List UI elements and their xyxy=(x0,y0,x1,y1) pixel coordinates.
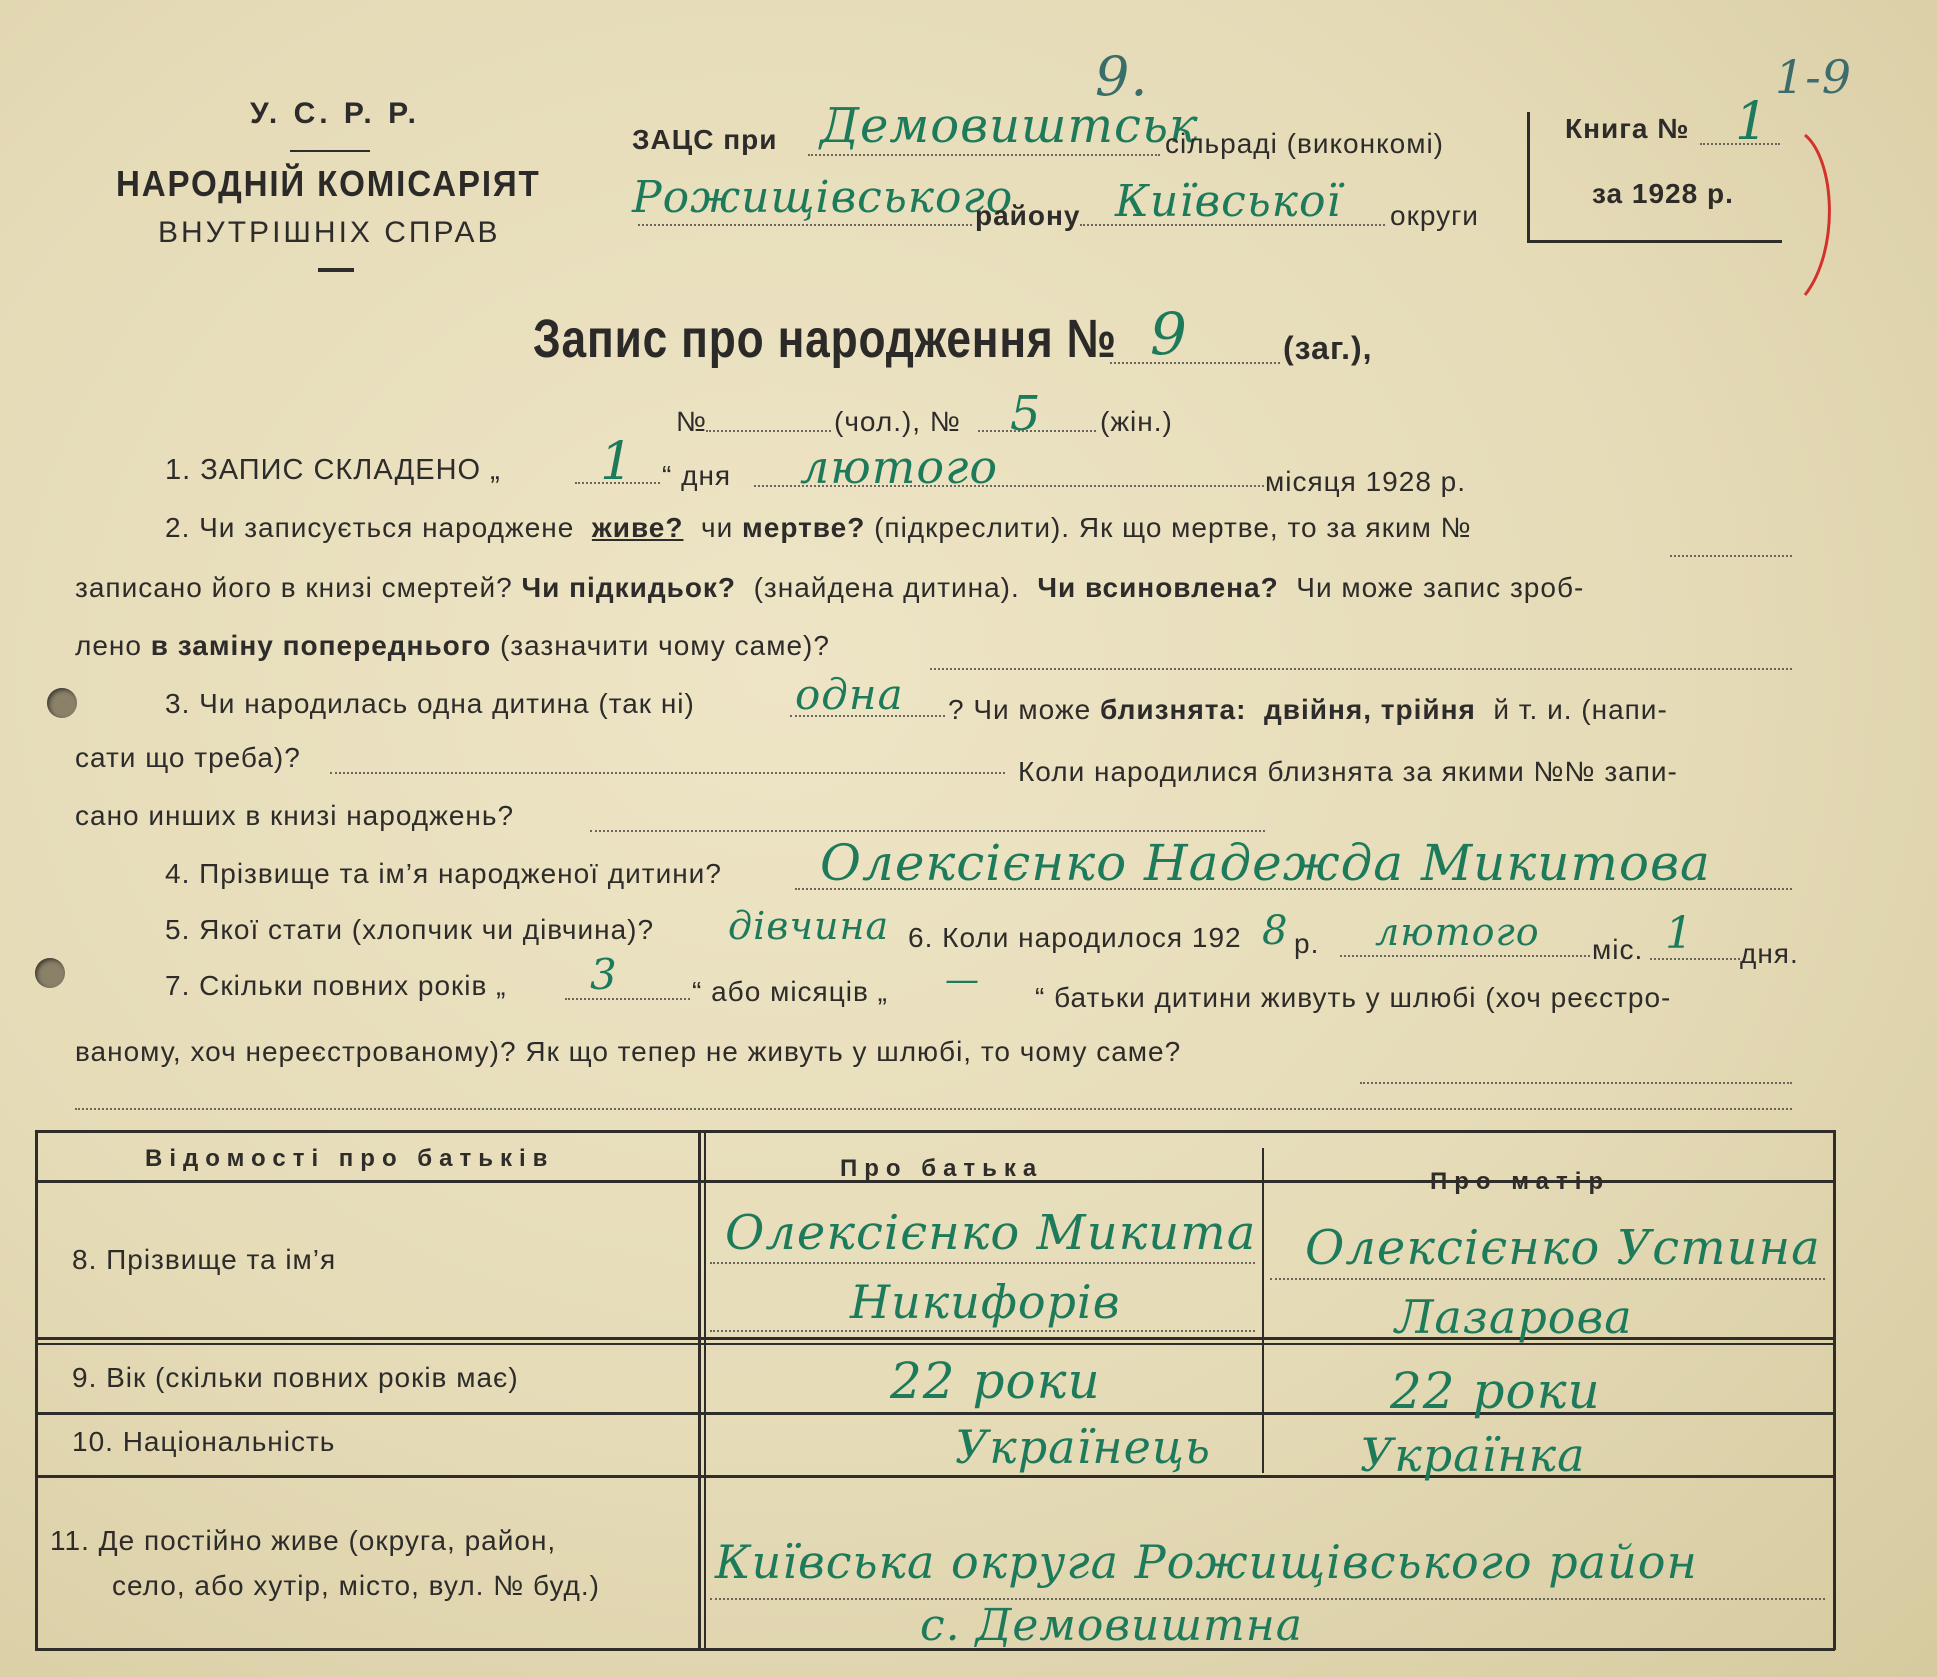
punch-hole xyxy=(35,958,65,988)
q1-day: 1 xyxy=(600,432,635,492)
dead-option: мертве? xyxy=(742,512,866,543)
q2-line2: записано його в книзі смертей? Чи підкидьок? (знайдена дитина). Чи всиновлена? Чи може запис зроб- xyxy=(75,572,1585,603)
top-number: 9. xyxy=(1095,45,1149,108)
q5-label: 5. Якої стати (хлопчик чи дівчина)? xyxy=(165,914,655,945)
divider xyxy=(318,268,354,272)
q3-answer: одна xyxy=(795,670,904,719)
record-number: 9 xyxy=(1150,300,1188,368)
zacs-label: ЗАЦС при xyxy=(632,124,778,155)
col-header-mother: Про матір xyxy=(1430,1168,1611,1195)
district-value: Рожищівського xyxy=(632,172,1014,223)
mother-nationality: Українка xyxy=(1360,1428,1586,1482)
q1-month: лютого xyxy=(800,440,999,494)
alive-option: живе? xyxy=(591,512,684,543)
birth-day: 1 xyxy=(1665,908,1694,959)
commissariat-subtitle: ВНУТРІШНІХ СПРАВ xyxy=(158,216,501,249)
q2-line1: 2. Чи записується народжене живе? чи мертве? (підкреслити). Як що мертве, то за яким № xyxy=(165,512,1472,543)
divider xyxy=(290,150,370,152)
marriage-years: 3 xyxy=(590,950,618,999)
residence-village: с. Демовиштна xyxy=(920,1600,1303,1651)
book-box xyxy=(1527,240,1782,243)
row-label-nationality: 10. Національність xyxy=(72,1426,336,1457)
republic-label: У. С. Р. Р. xyxy=(250,97,420,130)
council-label: сільраді (виконкомі) xyxy=(1165,128,1444,159)
col-header-info: Відомості про батьків xyxy=(145,1145,555,1172)
q4-label: 4. Прізвище та ім’я народженої дитини? xyxy=(165,858,722,889)
margin-note: 1-9 xyxy=(1775,50,1853,104)
female-number: 5 xyxy=(1010,386,1042,442)
row-label-residence-2: село, або хутір, місто, вул. № буд.) xyxy=(112,1570,600,1601)
punch-hole xyxy=(47,688,77,718)
birth-month: лютого xyxy=(1375,910,1540,954)
father-age: 22 роки xyxy=(890,1352,1101,1410)
child-sex: дівчина xyxy=(728,904,890,948)
father-patronymic: Никифорів xyxy=(850,1275,1121,1329)
village-council-value: Демовиштськ xyxy=(820,98,1199,154)
q1-label: 1. ЗАПИС СКЛАДЕНО „ xyxy=(165,454,501,486)
book-number: 1 xyxy=(1735,92,1770,152)
mother-patronymic: Лазарова xyxy=(1395,1290,1633,1344)
okruha-value: Київської xyxy=(1115,176,1342,227)
okruha-label: округи xyxy=(1390,200,1479,231)
child-name: Олексієнко Надежда Микитова xyxy=(820,834,1711,892)
red-pencil-mark xyxy=(1795,100,1845,300)
father-surname: Олексієнко Микита xyxy=(725,1205,1257,1261)
father-nationality: Українець xyxy=(955,1420,1211,1474)
book-year: за 1928 р. xyxy=(1592,178,1734,209)
mother-age: 22 роки xyxy=(1390,1362,1601,1420)
book-label: Книга № xyxy=(1565,113,1690,144)
row-label-residence: 11. Де постійно живе (округа, район, xyxy=(50,1525,557,1556)
residence: Київська округа Рожищівського район xyxy=(715,1535,1698,1589)
commissariat-title: НАРОДНІЙ КОМІСАРІЯТ xyxy=(116,163,541,204)
document-page: У. С. Р. Р. НАРОДНІЙ КОМІСАРІЯТ ВНУТРІШНІХ СПРАВ 9. ЗАЦС при Демовиштськ сільраді (виконкомі) Рожищівського району Київської округи Книга № 1 за 1928 р. 1-9 Запис про народження № 9 (заг.), № (чол.), № 5 (жін.) 1. ЗАПИС СКЛАДЕНО „ 1 “ дня лютого місяця 1928 р. 2. Чи записується народжене живе? чи мертве? (підкреслити). Як що мертве, то за яким № записано його в книзі смертей? Чи підкидьок? (знайдена дитина). Чи всиновлена? Чи може запис зроб- лено в заміну попереднього (зазначити чому саме)? 3. Чи народилась одна дитина (так ні) одна ? Чи може близнята: двійня, трійня й т. и. (напи- сати що треба)? Коли народилися близнята за якими №№ запи- сано инших в книзі народжень? 4. Прізвище та ім’я народженої дитини? Олексієнко Надежда Микитова 5. Якої стати (хлопчик чи дівчина)? дівчина 6. Коли народилося 192 8 р. лютого міс. 1 дня. 7. Скільки повних років „ 3 “ або місяців „ — “ батьки дитини живуть у шлюбі (хоч реєстро- ваному, хоч нереєстрованому)? Як що тепер не живуть у шлюбі, то чому саме? Відомості про батьків Про батька Про матір 8. Прізвище та ім’я Олексієнко Микита Никифорів Олексієнко Устина Лазарова 9. Вік (скільки повних років має) 22 роки 22 роки 10. Національність Українець Українка 11. Де постійно живе (округа, район, село, або хутір, місто, вул. № буд.) Київська округа Рожищівського район с. Демовиштна xyxy=(0,0,1937,1677)
col-header-father: Про батька xyxy=(840,1155,1044,1182)
record-suffix: (заг.), xyxy=(1283,330,1373,366)
record-title: Запис про народження № xyxy=(533,309,1117,369)
mother-surname: Олексієнко Устина xyxy=(1305,1220,1821,1276)
birth-year-digit: 8 xyxy=(1262,908,1289,954)
row-label-age: 9. Вік (скільки повних років має) xyxy=(72,1362,519,1393)
marriage-months: — xyxy=(945,960,980,1000)
q2-line3: лено в заміну попереднього (зазначити чому саме)? xyxy=(75,630,830,661)
row-label-name: 8. Прізвище та ім’я xyxy=(72,1244,337,1275)
district-label: району xyxy=(975,200,1081,231)
